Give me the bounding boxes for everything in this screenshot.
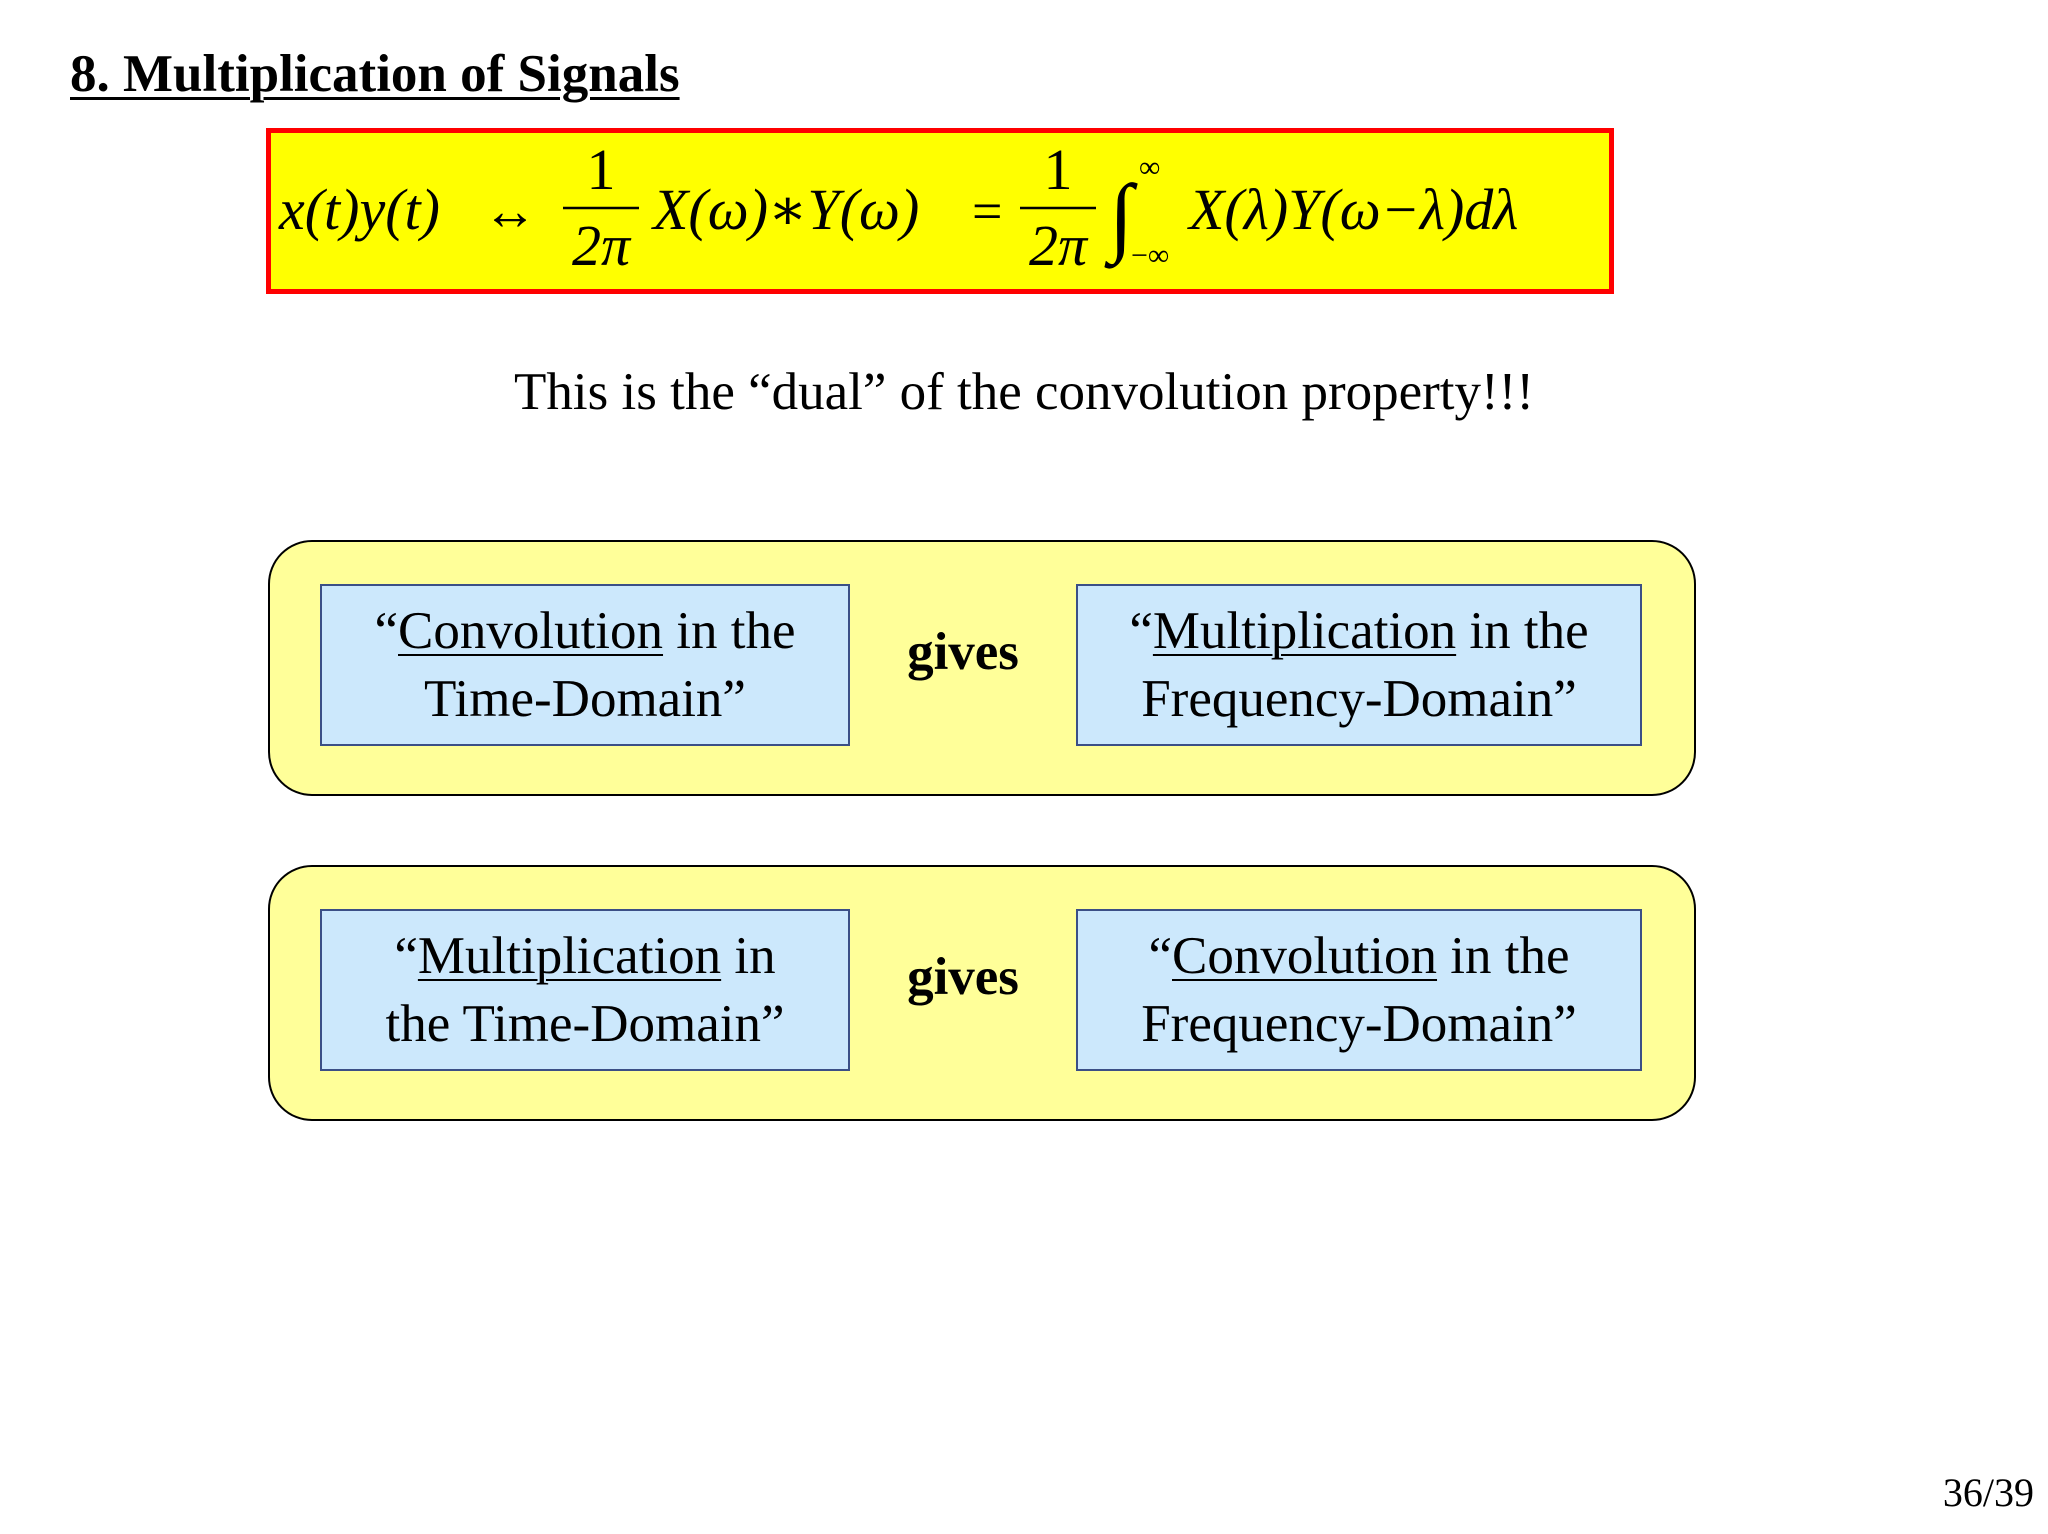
card-line-1-rest: in the bbox=[663, 602, 796, 660]
card-line-1 bbox=[374, 597, 795, 665]
card-line-1 bbox=[394, 922, 775, 990]
formula-box bbox=[266, 128, 1614, 294]
multiplication-frequency-domain-card bbox=[1076, 584, 1642, 746]
multiplication-time-domain-card bbox=[320, 909, 850, 1071]
underlined-keyword: Multiplication bbox=[417, 927, 722, 985]
open-quote: “ bbox=[1148, 927, 1172, 985]
page-number: 36/39 bbox=[1942, 1470, 2034, 1515]
gives-label: gives bbox=[907, 948, 1019, 1006]
underlined-keyword: Convolution bbox=[398, 602, 664, 660]
formula-integral-sign: ∫ bbox=[1109, 168, 1134, 265]
formula-arrow: ↔ bbox=[483, 181, 537, 241]
card-line-1 bbox=[1129, 597, 1588, 665]
card-line-2: the Time-Domain” bbox=[385, 995, 785, 1053]
underlined-keyword: Convolution bbox=[1172, 927, 1438, 985]
formula-integrand: X(λ)Y(ω−λ)dλ bbox=[1189, 177, 1519, 242]
card-line-1-rest: in bbox=[721, 927, 776, 985]
card-line-1 bbox=[1148, 922, 1569, 990]
underlined-keyword: Multiplication bbox=[1152, 602, 1457, 660]
formula-fraction-1-denominator: 2π bbox=[571, 213, 631, 278]
slide-title: 8. Multiplication of Signals bbox=[70, 45, 680, 103]
formula-lower-limit: −∞ bbox=[1131, 239, 1170, 272]
card-line-2: Frequency-Domain” bbox=[1141, 995, 1577, 1053]
formula-lhs: x(t)y(t) bbox=[279, 177, 440, 242]
duality-panel-2 bbox=[268, 865, 1696, 1121]
formula-equation bbox=[271, 133, 1609, 289]
formula-fraction-2-denominator: 2π bbox=[1028, 213, 1088, 278]
card-line-2: Frequency-Domain” bbox=[1141, 670, 1577, 728]
dual-property-caption: This is the “dual” of the convolution property!!! bbox=[514, 363, 1534, 421]
gives-label: gives bbox=[907, 623, 1019, 681]
open-quote: “ bbox=[374, 602, 398, 660]
open-quote: “ bbox=[394, 927, 418, 985]
card-line-1-rest: in the bbox=[1456, 602, 1589, 660]
open-quote: “ bbox=[1129, 602, 1153, 660]
formula-fraction-1-numerator: 1 bbox=[586, 137, 616, 202]
card-line-1-rest: in the bbox=[1437, 927, 1570, 985]
formula-middle-term: X(ω)∗Y(ω) bbox=[653, 177, 920, 242]
formula-equals: = bbox=[972, 181, 1003, 241]
duality-panel-1 bbox=[268, 540, 1696, 796]
convolution-frequency-domain-card bbox=[1076, 909, 1642, 1071]
card-line-2: Time-Domain” bbox=[424, 670, 746, 728]
formula-upper-limit: ∞ bbox=[1139, 151, 1161, 184]
formula-fraction-2-numerator: 1 bbox=[1043, 137, 1073, 202]
convolution-time-domain-card bbox=[320, 584, 850, 746]
